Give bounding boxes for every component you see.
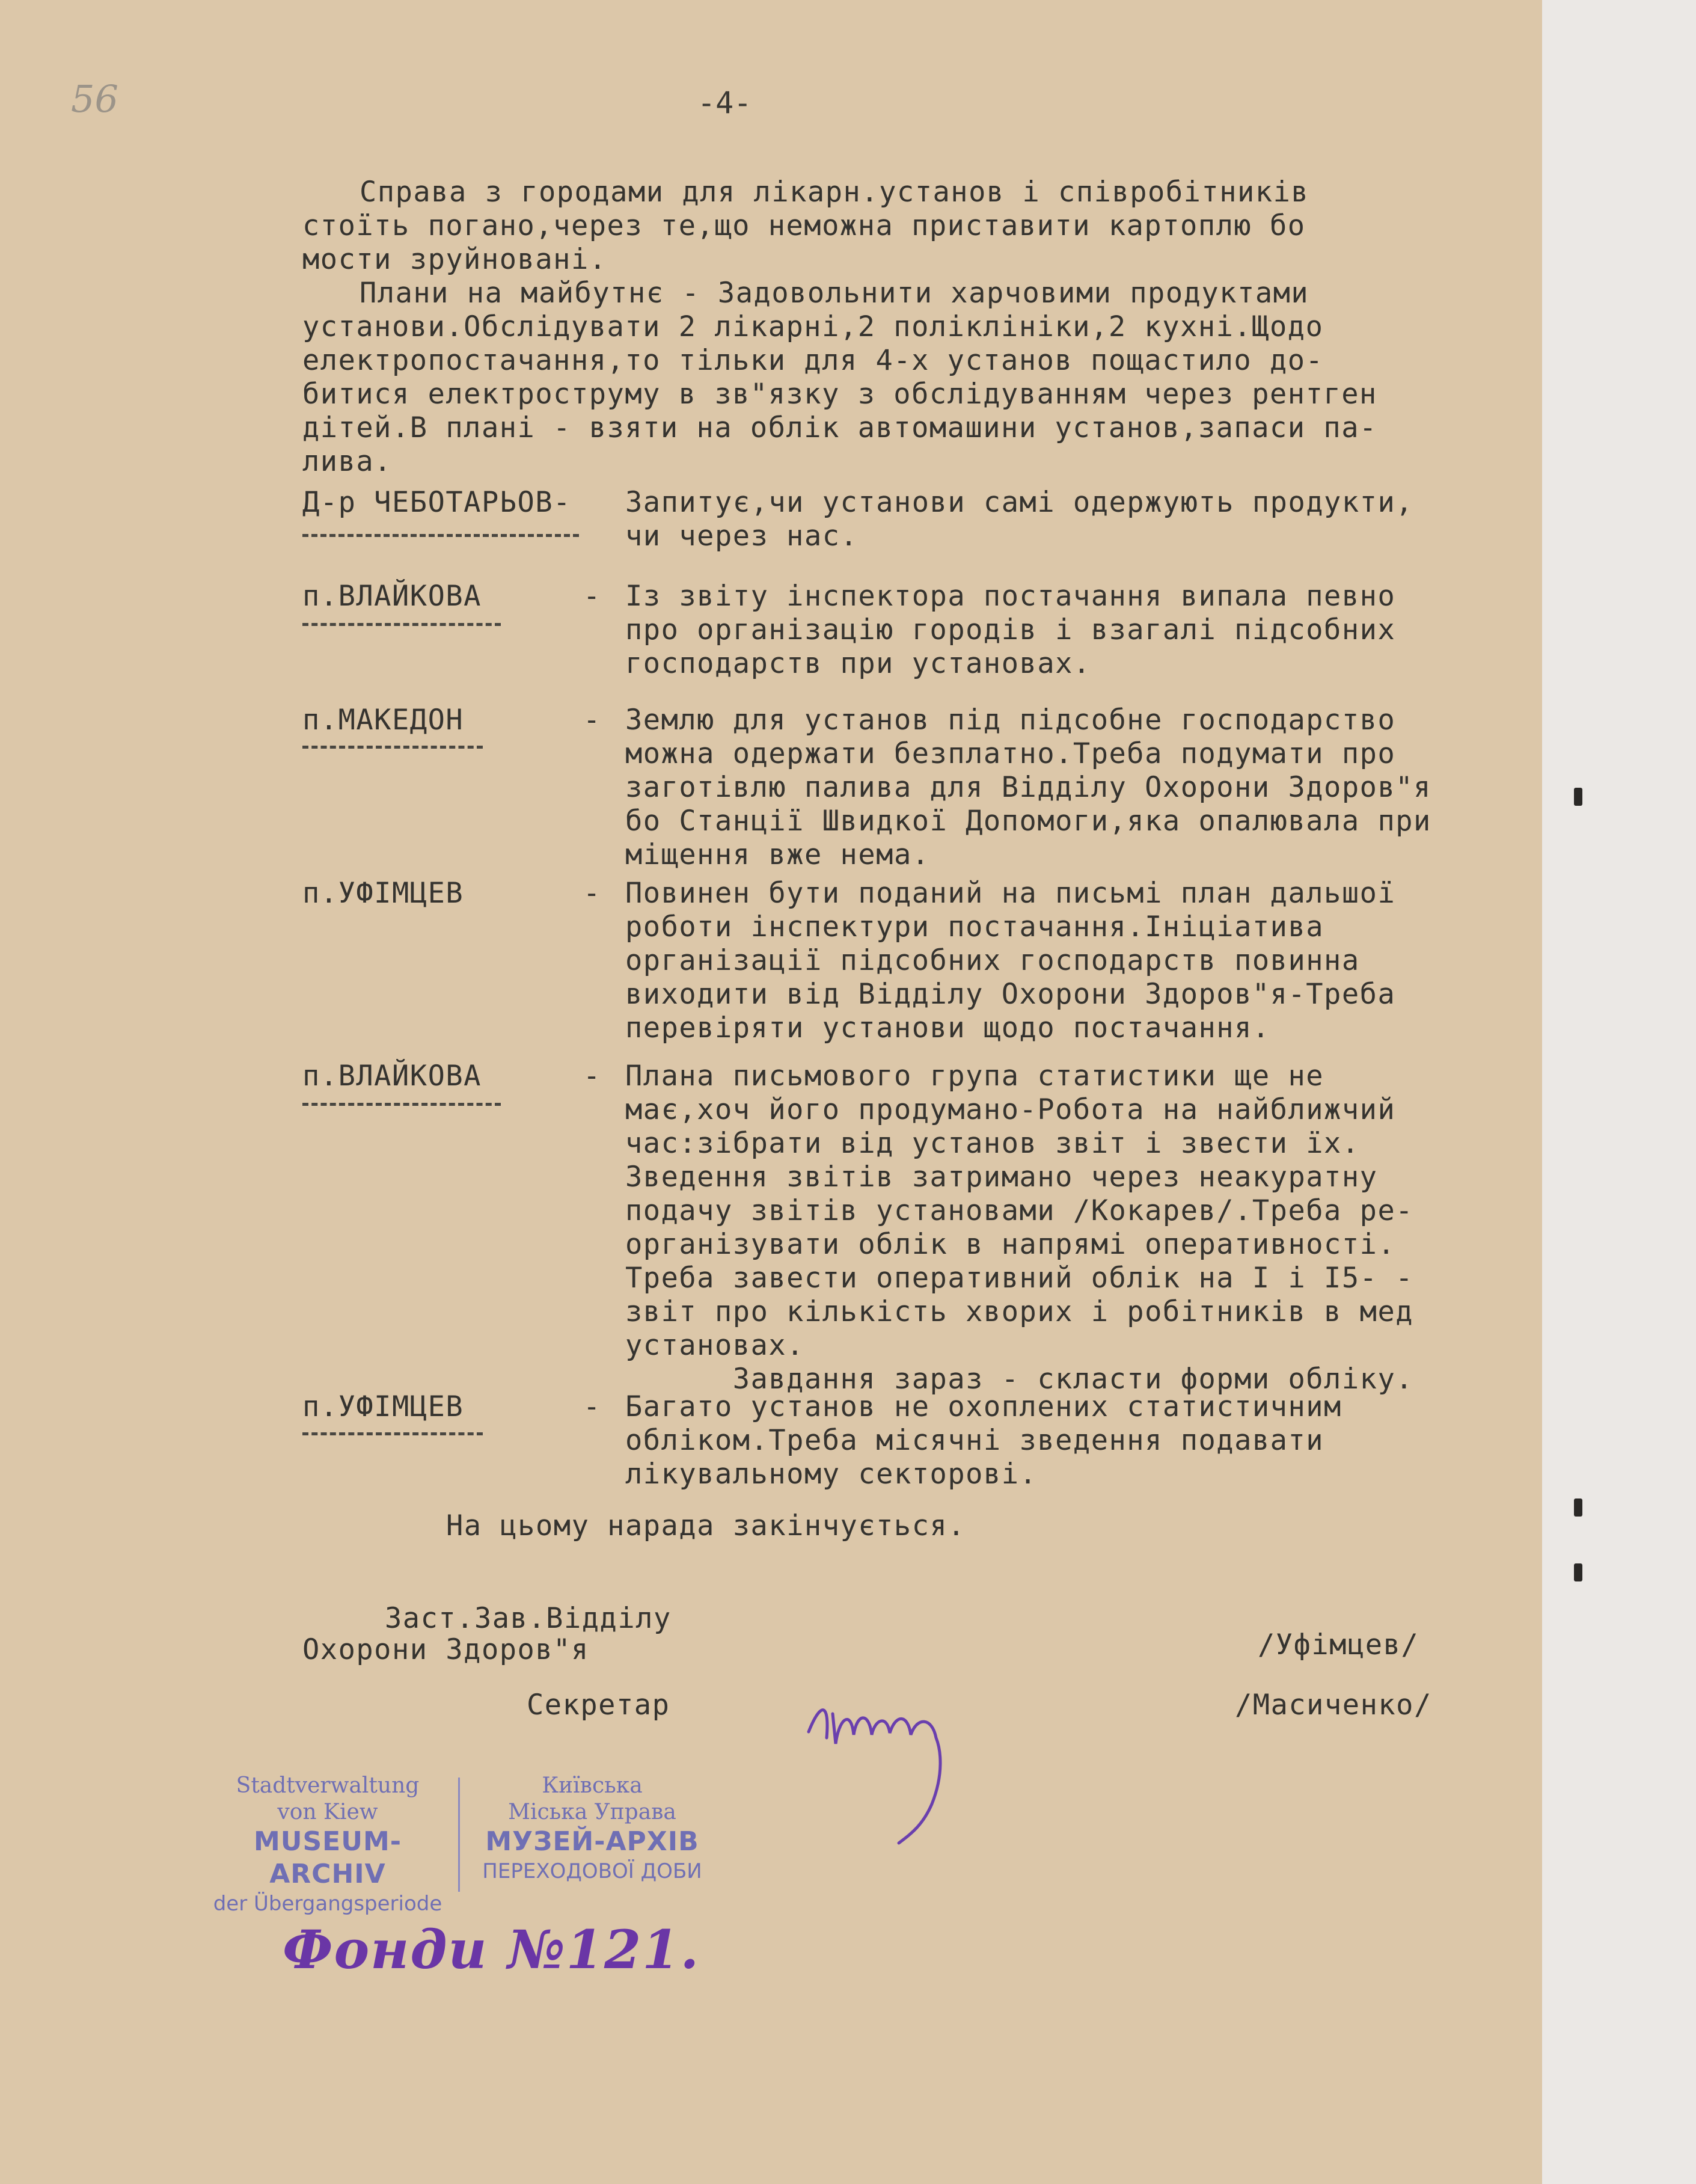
stamp-text: MUSEUM-ARCHIV bbox=[253, 1826, 402, 1889]
speaker-name: п.ВЛАЙКОВА bbox=[302, 580, 482, 613]
statement-line: установах. bbox=[625, 1329, 804, 1362]
speaker-underline bbox=[302, 534, 579, 537]
statement-line: Зведення звітів затримано через неакуратну bbox=[625, 1161, 1378, 1194]
speaker-underline bbox=[302, 623, 501, 626]
statement-line: перевіряти установи щодо постачання. bbox=[625, 1011, 1270, 1044]
page-number: -4- bbox=[697, 85, 752, 120]
statement-line: організувати облік в напрямі оперативності. bbox=[625, 1228, 1396, 1261]
signatory-position: Охорони Здоров"я bbox=[302, 1633, 589, 1666]
signatory-position: Заст.Зав.Відділу bbox=[385, 1602, 672, 1635]
stamp-text: der Übergangsperiode bbox=[213, 1892, 442, 1916]
intro-line: дітей.В плані - взяти на облік автомашини установ,запаси па- bbox=[302, 411, 1377, 444]
intro-line: мости зруйновані. bbox=[302, 243, 607, 276]
statement-line: Багато установ не охоплених статистичним bbox=[625, 1390, 1342, 1423]
statement-line: роботи інспектури постачання.Ініціатива bbox=[625, 910, 1324, 943]
mounting-mark bbox=[1574, 1563, 1582, 1581]
statement-line: про організацію городів і взагалі підсобних bbox=[625, 613, 1396, 646]
archive-stamp bbox=[198, 1773, 721, 1916]
closing-line: На цьому нарада закінчується. bbox=[446, 1509, 966, 1542]
handwritten-fond-note: Фонди №121. bbox=[283, 1918, 700, 1981]
statement-line: виходити від Відділу Охорони Здоров"я-Треба bbox=[625, 978, 1396, 1011]
mounting-mark bbox=[1574, 788, 1582, 806]
speaker-underline bbox=[302, 1432, 483, 1435]
intro-line: Плани на майбутнє - Задовольнити харчовими продуктами bbox=[360, 277, 1309, 310]
speaker-name: п.УФІМЦЕВ bbox=[302, 877, 464, 910]
speaker-name: п.МАКЕДОН bbox=[302, 704, 464, 737]
statement-line: чи через нас. bbox=[625, 520, 859, 553]
statement-line: міщення вже нема. bbox=[625, 838, 930, 871]
statement-line: Плана письмового група статистики ще не bbox=[625, 1060, 1324, 1093]
statement-line: заготівлю палива для Відділу Охорони Здоров"я bbox=[625, 771, 1431, 804]
dash: - bbox=[583, 1060, 601, 1093]
secretary-name: /Масиченко/ bbox=[1235, 1689, 1432, 1722]
speaker-underline bbox=[302, 1103, 501, 1106]
handwritten-signature bbox=[797, 1678, 977, 1846]
stamp-text: Київська bbox=[542, 1773, 643, 1798]
backing-sheet bbox=[1542, 0, 1696, 2184]
statement-line: звіт про кількість хворих і робітників в мед bbox=[625, 1295, 1414, 1328]
statement-line: бо Станції Швидкої Допомоги,яка опалювала при bbox=[625, 805, 1431, 838]
signatory-name: /Уфімцев/ bbox=[1258, 1628, 1419, 1661]
statement-line: обліком.Треба місячні зведення подавати bbox=[625, 1424, 1324, 1457]
stamp-text: Міська Управа bbox=[508, 1800, 676, 1824]
dash: - bbox=[583, 1390, 601, 1423]
secretary-label: Секретар bbox=[527, 1689, 670, 1722]
statement-line: лікувальному секторові. bbox=[625, 1458, 1038, 1491]
speaker-underline bbox=[302, 746, 483, 749]
statement-line: Запитує,чи установи самі одержують продукти, bbox=[625, 486, 1414, 519]
mounting-mark bbox=[1574, 1498, 1582, 1517]
statement-line: час:зібрати від установ звіт і звести їх. bbox=[625, 1127, 1360, 1160]
intro-line: лива. bbox=[302, 445, 392, 478]
statement-line: господарств при установах. bbox=[625, 647, 1091, 680]
speaker-name: п.ВЛАЙКОВА bbox=[302, 1060, 482, 1093]
stamp-text: МУЗЕЙ-АРХІВ bbox=[485, 1826, 699, 1857]
statement-line: Завдання зараз - скласти форми обліку. bbox=[625, 1363, 1414, 1396]
statement-line: Треба завести оперативний облік на I і I5- - bbox=[625, 1262, 1414, 1295]
dash: - bbox=[583, 580, 601, 613]
intro-line: установи.Обслідувати 2 лікарні,2 поліклініки,2 кухні.Щодо bbox=[302, 310, 1324, 343]
statement-line: Повинен бути поданий на письмі план дальшої bbox=[625, 877, 1396, 910]
intro-line: Справа з городами для лікарн.установ і співробітників bbox=[360, 176, 1309, 209]
stamp-left-block bbox=[198, 1773, 457, 1917]
intro-line: битися електроструму в зв"язку з обслідуванням через рентген bbox=[302, 378, 1377, 411]
stamp-text: von Kiew bbox=[277, 1800, 378, 1824]
statement-line: організації підсобних господарств повинна bbox=[625, 944, 1360, 977]
dash: - bbox=[583, 877, 601, 910]
statement-line: можна одержати безплатно.Треба подумати про bbox=[625, 737, 1396, 770]
archive-page-number: 56 bbox=[71, 77, 118, 121]
stamp-text: Stadtverwaltung bbox=[236, 1773, 420, 1798]
stamp-right-block bbox=[463, 1773, 721, 1885]
speaker-name: Д-р ЧЕБОТАРЬОВ- bbox=[302, 486, 571, 519]
stamp-divider bbox=[458, 1778, 460, 1892]
intro-line: стоїть погано,через те,що неможна приставити картоплю бо bbox=[302, 209, 1306, 242]
statement-line: Землю для установ під підсобне господарство bbox=[625, 704, 1396, 737]
stamp-text: ПЕРЕХОДОВОЇ ДОБИ bbox=[482, 1859, 702, 1883]
speaker-name: п.УФІМЦЕВ bbox=[302, 1390, 464, 1423]
intro-line: електропостачання,то тільки для 4-х установ пощастило до- bbox=[302, 344, 1324, 377]
statement-line: має,хоч його продумано-Робота на найближчий bbox=[625, 1093, 1396, 1126]
statement-line: подачу звітів установами /Кокарев/.Треба ре- bbox=[625, 1194, 1414, 1227]
statement-line: Із звіту інспектора постачання випала певно bbox=[625, 580, 1396, 613]
dash: - bbox=[583, 704, 601, 737]
